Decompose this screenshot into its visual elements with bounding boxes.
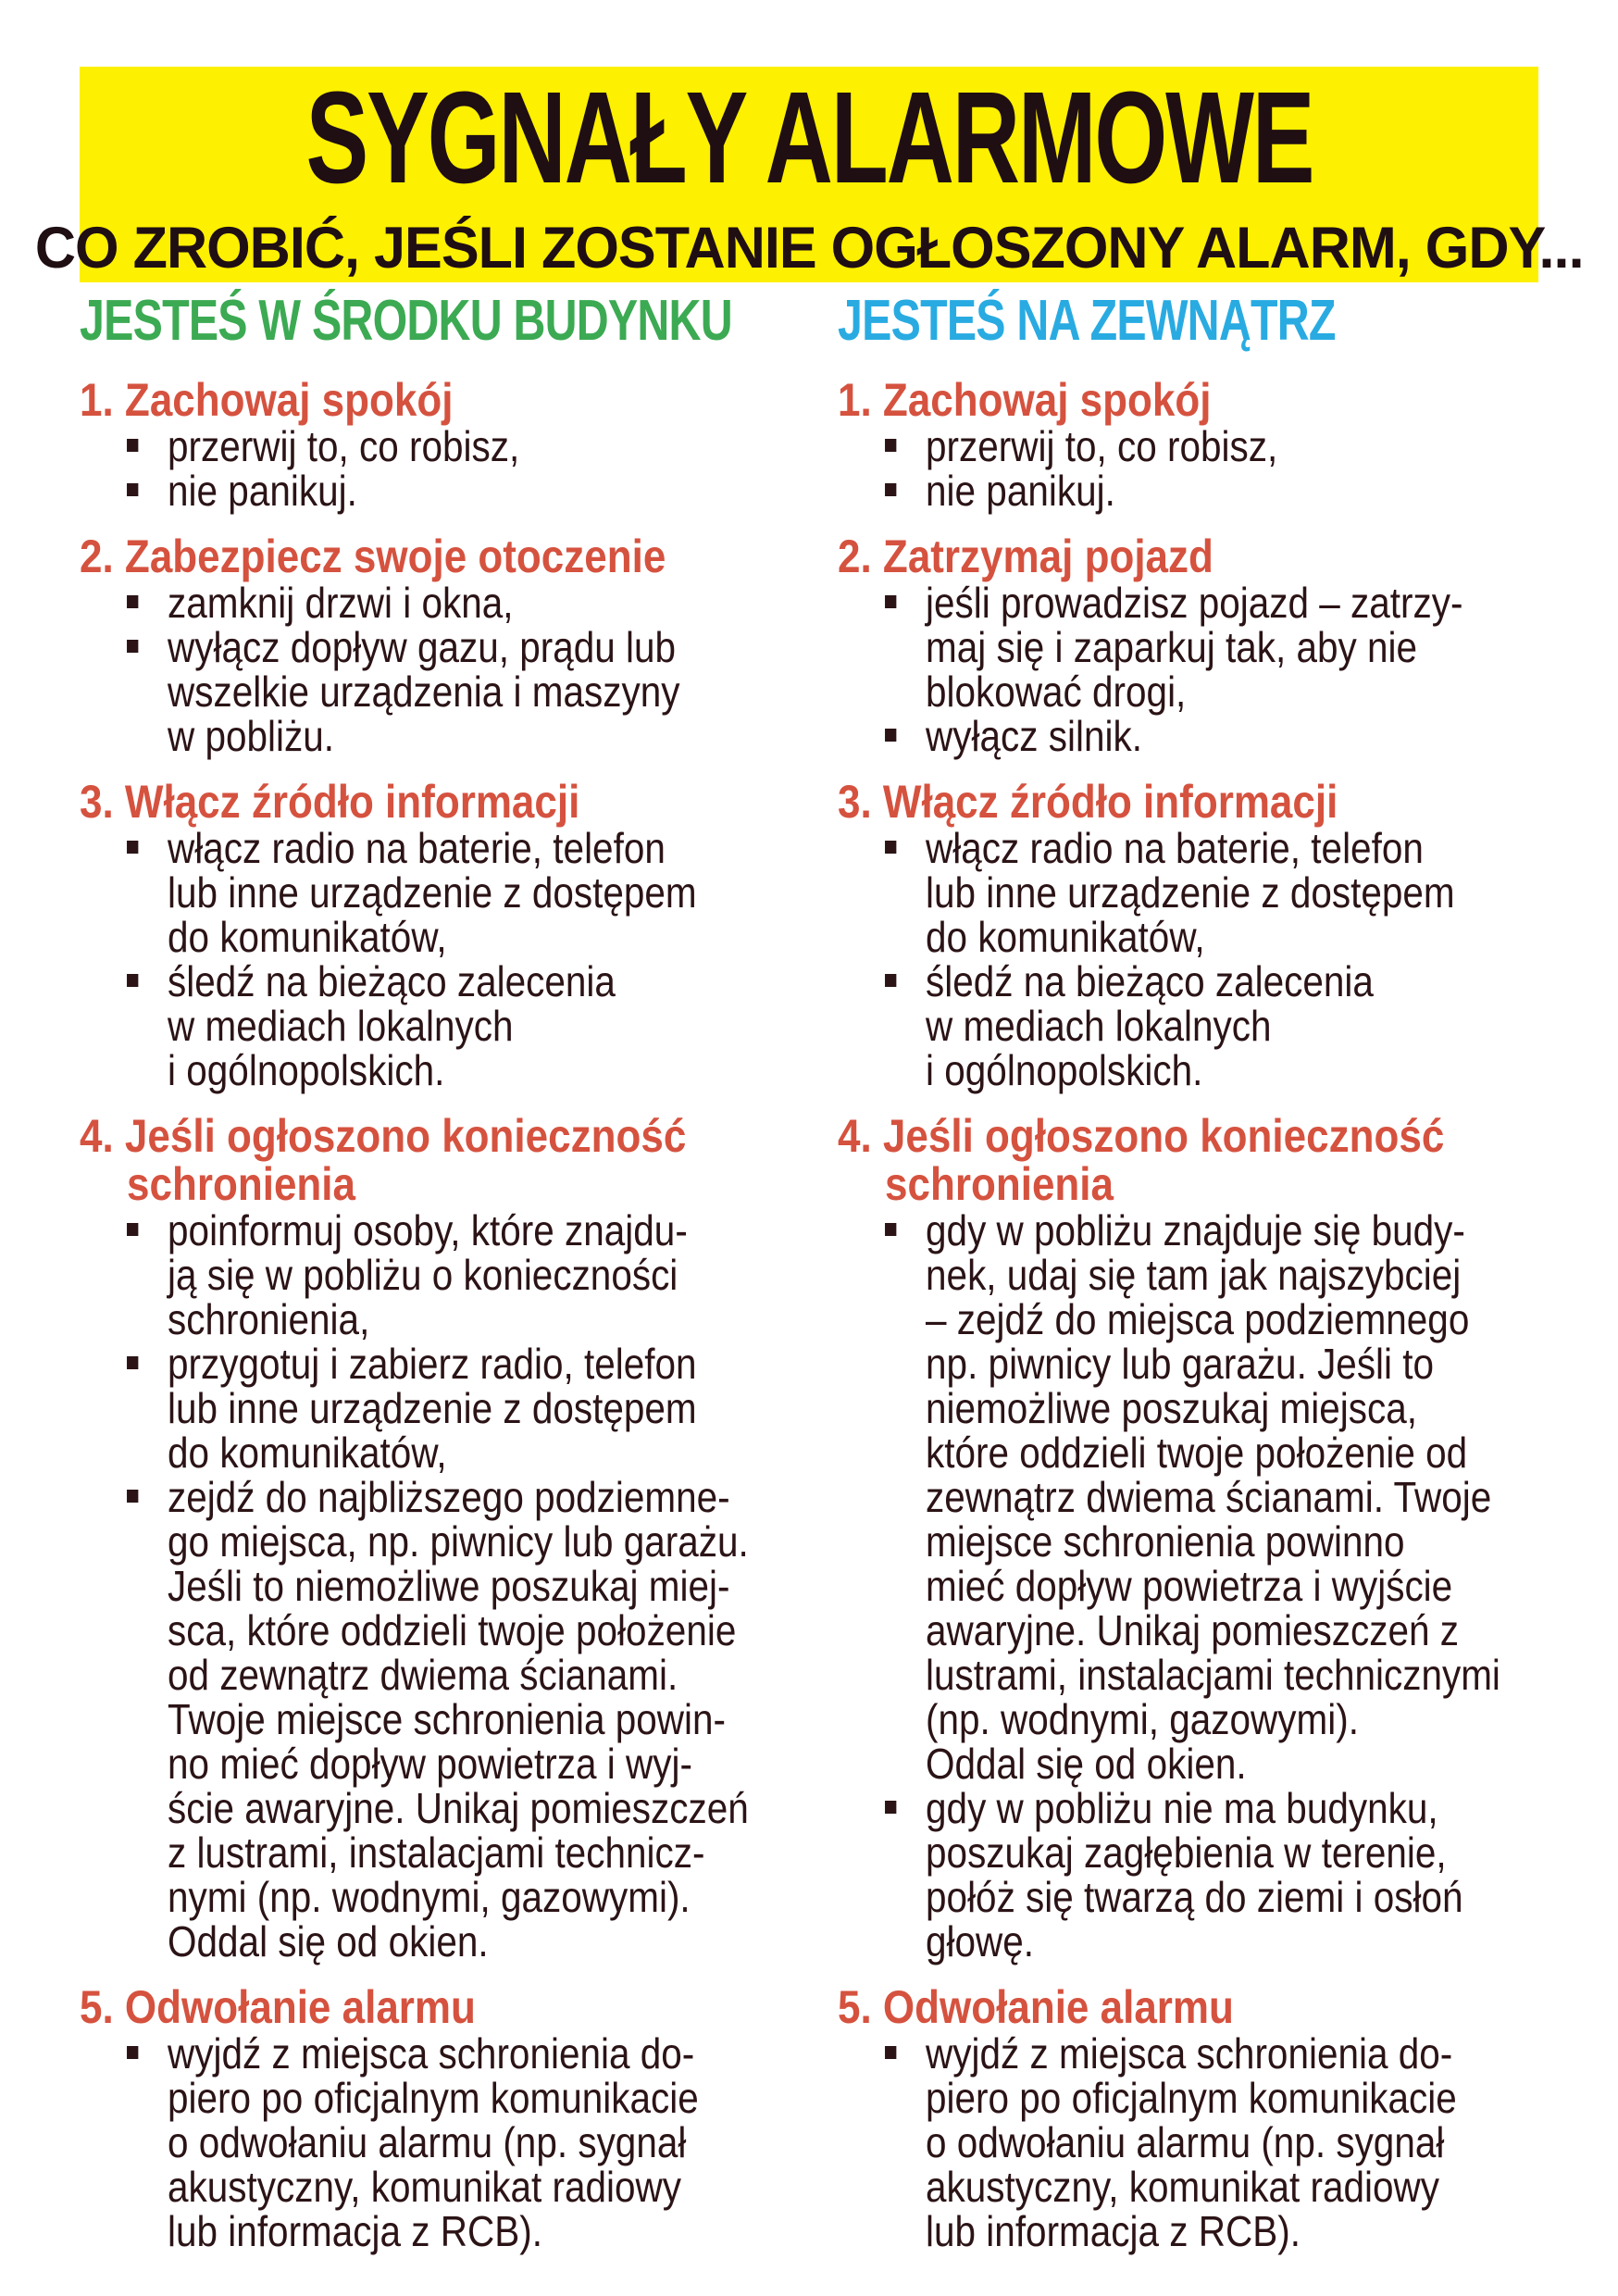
bullet-line: Oddal się od okien. (926, 1740, 1247, 1788)
section-heading (80, 778, 820, 826)
bullet-line: nie panikuj. (926, 467, 1115, 515)
bullet-line: lub inne urządzenie z dostępem (168, 1384, 697, 1432)
section-number: 2. (838, 530, 872, 582)
bullet-line: z lustrami, instalacjami technicz- (168, 1828, 705, 1877)
bullet-list (80, 580, 820, 758)
square-bullet-icon (885, 439, 896, 452)
bullet-line: nek, udaj się tam jak najszybciej (926, 1251, 1462, 1299)
bullet-line: od zewnątrz dwiema ścianami. (168, 1651, 678, 1699)
bullet-line: blokować drogi, (926, 668, 1187, 716)
heading-line: Zabezpiecz swoje otoczenie (124, 530, 666, 582)
bullet-line: przygotuj i zabierz radio, telefon (168, 1340, 697, 1388)
bullet-line: – zejdź do miejsca podziemnego (926, 1295, 1470, 1343)
section-number: 5. (838, 1981, 872, 2033)
bullet-line: wszelkie urządzenia i maszyny (168, 668, 680, 716)
heading-line: schronienia (127, 1158, 356, 1210)
bullet-line: zewnątrz dwiema ścianami. Twoje (926, 1473, 1492, 1521)
section-inside-1 (80, 376, 820, 513)
section-number: 4. (838, 1110, 872, 1162)
bullet-line: poszukaj zagłębienia w terenie, (926, 1828, 1447, 1877)
square-bullet-icon (885, 729, 896, 742)
section-number: 5. (80, 1981, 114, 2033)
bullet-line: akustyczny, komunikat radiowy (168, 2163, 681, 2211)
bullet-list (838, 1208, 1578, 1964)
heading-line: Włącz źródło informacji (882, 776, 1338, 828)
section-heading (838, 1983, 1578, 2031)
square-bullet-icon (885, 483, 896, 496)
bullet-item (838, 2031, 1578, 2253)
heading-line: Włącz źródło informacji (124, 776, 580, 828)
square-bullet-icon (885, 2046, 896, 2059)
bullet-item (80, 826, 820, 959)
bullet-line: włącz radio na baterie, telefon (168, 824, 666, 872)
bullet-line: lustrami, instalacjami technicznymi (926, 1651, 1500, 1699)
bullet-line: wyjdź z miejsca schronienia do- (926, 2029, 1453, 2078)
section-heading (80, 532, 820, 580)
bullet-line: Twoje miejsce schronienia powin- (168, 1695, 727, 1743)
column-header-outside: JESTEŚ NA ZEWNĄTRZ (838, 289, 1336, 353)
square-bullet-icon (127, 1356, 138, 1369)
bullet-item (838, 468, 1578, 513)
section-number: 1. (838, 374, 872, 426)
bullet-line: o odwołaniu alarmu (np. sygnał (926, 2118, 1445, 2166)
bullet-line: w mediach lokalnych (168, 1002, 514, 1050)
bullet-item (80, 468, 820, 513)
bullet-line: mieć dopływ powietrza i wyjście (926, 1562, 1453, 1610)
bullet-line: nymi (np. wodnymi, gazowymi). (168, 1873, 691, 1921)
section-heading (80, 1112, 820, 1208)
section-heading (838, 532, 1578, 580)
bullet-list (80, 826, 820, 1092)
square-bullet-icon (127, 483, 138, 496)
bullet-line: do komunikatów, (168, 1429, 447, 1477)
section-number: 2. (80, 530, 114, 582)
bullet-line: schronienia, (168, 1295, 370, 1343)
bullet-line: awaryjne. Unikaj pomieszczeń z (926, 1606, 1459, 1654)
heading-line: Jeśli ogłoszono konieczność (124, 1110, 687, 1162)
square-bullet-icon (127, 1490, 138, 1503)
bullet-item (80, 959, 820, 1092)
bullet-line: np. piwnicy lub garażu. Jeśli to (926, 1340, 1435, 1388)
bullet-line: śledź na bieżąco zalecenia (168, 957, 616, 1005)
bullet-line: śledź na bieżąco zalecenia (926, 957, 1374, 1005)
bullet-line: do komunikatów, (168, 913, 447, 961)
column-header-inside: JESTEŚ W ŚRODKU BUDYNKU (80, 289, 732, 353)
bullet-item (838, 1786, 1578, 1964)
section-outside-2 (838, 532, 1578, 758)
bullet-line: wyłącz silnik. (926, 712, 1142, 760)
bullet-line: i ogólnopolskich. (926, 1046, 1203, 1094)
bullet-line: go miejsca, np. piwnicy lub garażu. (168, 1517, 749, 1566)
bullet-item (80, 1208, 820, 1341)
bullet-line: wyjdź z miejsca schronienia do- (168, 2029, 695, 2078)
square-bullet-icon (127, 595, 138, 608)
heading-line: Zachowaj spokój (882, 374, 1212, 426)
bullet-item (838, 826, 1578, 959)
bullet-item (838, 424, 1578, 468)
section-number: 4. (80, 1110, 114, 1162)
section-heading (838, 376, 1578, 424)
section-inside-4 (80, 1112, 820, 1964)
bullet-line: przerwij to, co robisz, (168, 422, 520, 470)
bullet-line: nie panikuj. (168, 467, 357, 515)
bullet-line: przerwij to, co robisz, (926, 422, 1278, 470)
bullet-list (838, 2031, 1578, 2253)
column-outside (838, 289, 1578, 2273)
column-inside (80, 289, 820, 2273)
bullet-item (80, 1341, 820, 1475)
bullet-item (838, 1208, 1578, 1786)
section-number: 1. (80, 374, 114, 426)
square-bullet-icon (885, 1801, 896, 1814)
square-bullet-icon (127, 640, 138, 653)
bullet-line: piero po oficjalnym komunikacie (168, 2074, 699, 2122)
square-bullet-icon (885, 841, 896, 854)
heading-line: schronienia (885, 1158, 1114, 1210)
section-number: 3. (80, 776, 114, 828)
heading-line: Zachowaj spokój (124, 374, 454, 426)
bullet-line: gdy w pobliżu nie ma budynku, (926, 1784, 1438, 1832)
bullet-line: poinformuj osoby, które znajdu- (168, 1206, 688, 1254)
bullet-line: sca, które oddzieli twoje położenie (168, 1606, 737, 1654)
bullet-line: które oddzieli twoje położenie od (926, 1429, 1468, 1477)
bullet-line: lub inne urządzenie z dostępem (168, 868, 697, 917)
heading-line: Odwołanie alarmu (124, 1981, 476, 2033)
bullet-item (838, 959, 1578, 1092)
bullet-line: zejdź do najbliższego podziemne- (168, 1473, 730, 1521)
bullet-line: Jeśli to niemożliwe poszukaj miej- (168, 1562, 730, 1610)
section-inside-2 (80, 532, 820, 758)
heading-line: Jeśli ogłoszono konieczność (882, 1110, 1445, 1162)
bullet-line: gdy w pobliżu znajduje się budy- (926, 1206, 1465, 1254)
square-bullet-icon (127, 841, 138, 854)
bullet-item (80, 1475, 820, 1964)
bullet-line: lub informacja z RCB). (168, 2207, 542, 2255)
bullet-item (80, 580, 820, 625)
bullet-line: o odwołaniu alarmu (np. sygnał (168, 2118, 687, 2166)
bullet-item (80, 424, 820, 468)
section-outside-4 (838, 1112, 1578, 1964)
bullet-line: maj się i zaparkuj tak, aby nie (926, 623, 1418, 671)
bullet-line: wyłącz dopływ gazu, prądu lub (168, 623, 677, 671)
bullet-item (838, 580, 1578, 714)
bullet-line: głowę. (926, 1917, 1035, 1965)
bullet-line: i ogólnopolskich. (168, 1046, 445, 1094)
heading-line: Zatrzymaj pojazd (882, 530, 1214, 582)
bullet-line: ście awaryjne. Unikaj pomieszczeń (168, 1784, 749, 1832)
square-bullet-icon (885, 595, 896, 608)
section-outside-3 (838, 778, 1578, 1092)
bullet-line: lub inne urządzenie z dostępem (926, 868, 1455, 917)
bullet-list (838, 424, 1578, 513)
bullet-line: (np. wodnymi, gazowymi). (926, 1695, 1359, 1743)
bullet-line: w mediach lokalnych (926, 1002, 1272, 1050)
bullet-list (80, 424, 820, 513)
section-inside-5 (80, 1983, 820, 2253)
square-bullet-icon (127, 2046, 138, 2059)
square-bullet-icon (127, 974, 138, 987)
bullet-line: lub informacja z RCB). (926, 2207, 1301, 2255)
poster-title: SYGNAŁY ALARMOWE (305, 63, 1313, 210)
section-heading (838, 1112, 1578, 1208)
header-banner (34, 63, 1584, 282)
bullet-line: zamknij drzwi i okna, (168, 579, 514, 627)
bullet-line: połóż się twarzą do ziemi i osłoń (926, 1873, 1463, 1921)
bullet-item (838, 714, 1578, 758)
bullet-list (80, 1208, 820, 1964)
bullet-line: akustyczny, komunikat radiowy (926, 2163, 1439, 2211)
poster-subtitle: CO ZROBIĆ, JEŚLI ZOSTANIE OGŁOSZONY ALARM, GDY... (34, 215, 1584, 281)
bullet-line: niemożliwe poszukaj miejsca, (926, 1384, 1417, 1432)
bullet-line: do komunikatów, (926, 913, 1205, 961)
bullet-line: miejsce schronienia powinno (926, 1517, 1405, 1566)
heading-line: Odwołanie alarmu (882, 1981, 1234, 2033)
bullet-list (838, 580, 1578, 758)
bullet-list (80, 2031, 820, 2253)
bullet-line: włącz radio na baterie, telefon (926, 824, 1424, 872)
bullet-line: w pobliżu. (168, 712, 335, 760)
square-bullet-icon (885, 1223, 896, 1236)
section-outside-5 (838, 1983, 1578, 2253)
square-bullet-icon (127, 439, 138, 452)
bullet-item (80, 625, 820, 758)
section-outside-1 (838, 376, 1578, 513)
bullet-line: jeśli prowadzisz pojazd – zatrzy- (926, 579, 1463, 627)
bullet-line: ją się w pobliżu o konieczności (168, 1251, 678, 1299)
bullet-line: no mieć dopływ powietrza i wyj- (168, 1740, 692, 1788)
bullet-item (80, 2031, 820, 2253)
section-heading (838, 778, 1578, 826)
section-heading (80, 376, 820, 424)
section-inside-3 (80, 778, 820, 1092)
section-number: 3. (838, 776, 872, 828)
bullet-line: piero po oficjalnym komunikacie (926, 2074, 1457, 2122)
bullet-line: Oddal się od okien. (168, 1917, 489, 1965)
bullet-list (838, 826, 1578, 1092)
section-heading (80, 1983, 820, 2031)
square-bullet-icon (885, 974, 896, 987)
square-bullet-icon (127, 1223, 138, 1236)
